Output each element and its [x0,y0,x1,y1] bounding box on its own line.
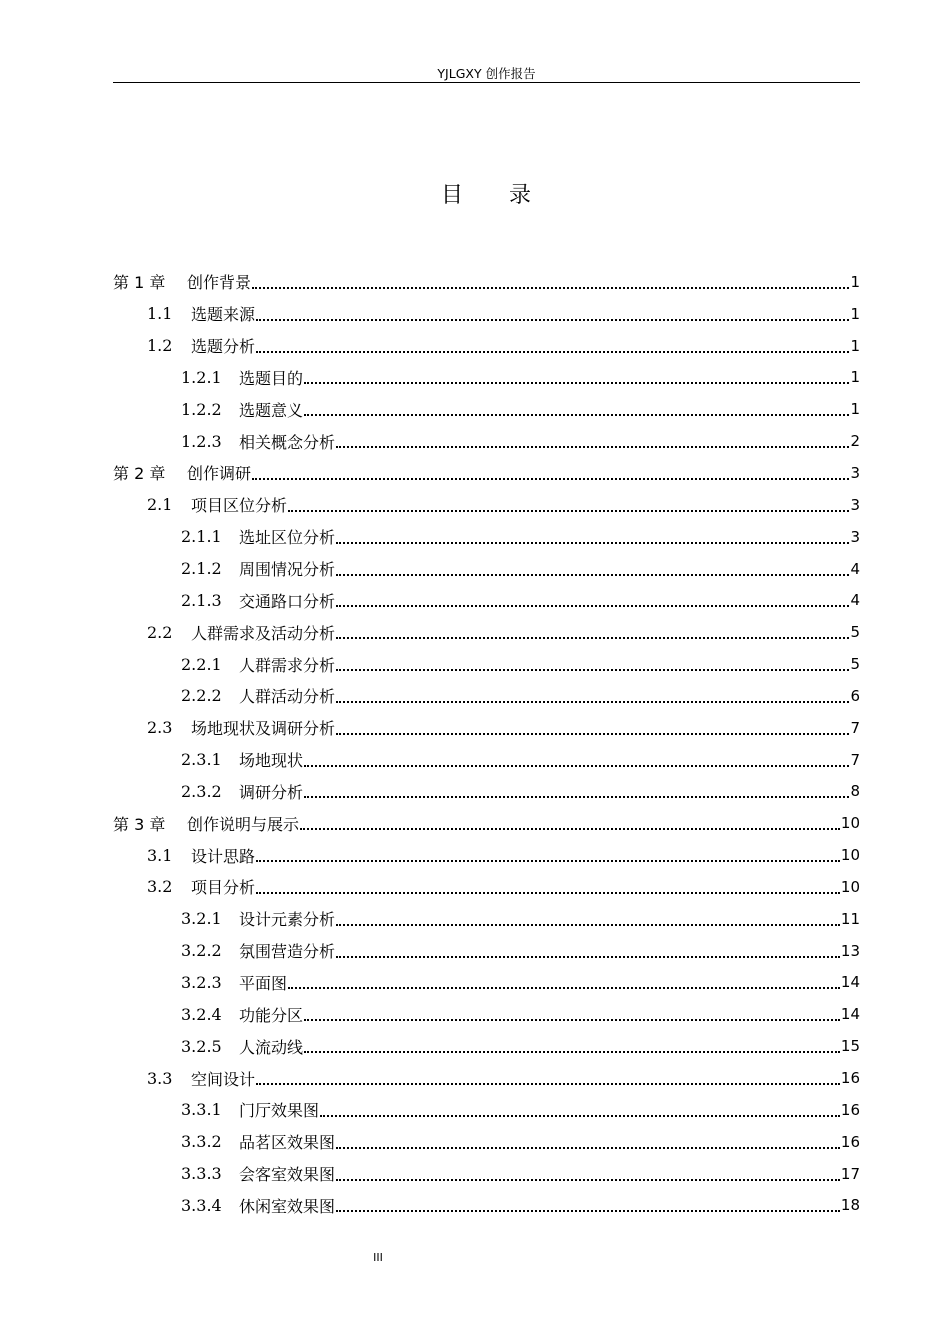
toc-entry[interactable] [113,712,860,744]
toc-entry-number: 2.1.3 [181,590,222,610]
toc-entry-number: 3.2 [147,877,173,897]
toc-entry-page: 18 [840,1196,860,1215]
toc-entry[interactable] [113,648,860,680]
toc-leader-dots [336,956,840,958]
toc-leader-dots [336,1210,840,1212]
toc-leader-dots [256,351,849,353]
toc-entry-page: 8 [850,782,860,801]
toc-entry-title: 空间设计 [191,1069,256,1089]
toc-entry-title: 场地现状 [239,751,304,771]
toc-entry-page: 1 [850,368,860,387]
toc-entry[interactable] [113,871,860,903]
toc-entry-number: 3.2.2 [181,941,222,961]
toc-entry-number: 2.3.2 [181,781,222,801]
toc-leader-dots [252,287,849,289]
toc-entry-number: 1.2 [147,336,173,356]
header-rule [113,82,860,83]
toc-entry-number: 2.2.2 [181,686,222,706]
toc-entry-page: 11 [840,909,860,928]
toc-leader-dots [252,478,849,480]
toc-entry-page: 4 [850,559,860,578]
toc-title [0,178,950,209]
toc-entry[interactable] [113,680,860,712]
toc-leader-dots [256,1083,840,1085]
toc-entry-page: 1 [850,272,860,291]
toc-entry-title: 人群需求分析 [239,655,336,675]
toc-entry-number: 1.1 [147,304,173,324]
page-header: YJLGXY 创作报告 [437,66,536,81]
toc-entry[interactable] [113,457,860,489]
toc-entry-number: 3.1 [147,845,173,865]
toc-entry-number: 3.2.4 [181,1004,222,1024]
toc-entry-number: 2.1.1 [181,527,222,547]
toc-entry-title: 品茗区效果图 [239,1133,336,1153]
toc-entry[interactable] [113,553,860,585]
toc-entry-page: 4 [850,591,860,610]
toc-entry-title: 调研分析 [239,782,304,802]
toc-entry-number: 2.3.1 [181,750,222,770]
page-number: III [373,1251,383,1264]
toc-entry-number: 3.3.2 [181,1132,222,1152]
toc-entry-title: 人流动线 [239,1037,304,1057]
toc-entry-title: 氛围营造分析 [239,942,336,962]
toc-leader-dots [304,1019,840,1021]
toc-leader-dots [336,701,849,703]
toc-leader-dots [336,605,849,607]
toc-leader-dots [336,1179,840,1181]
toc-entry-title: 选题意义 [239,400,304,420]
toc-leader-dots [336,574,849,576]
toc-entry[interactable] [113,998,860,1030]
toc-entry-number: 3.2.3 [181,972,222,992]
toc-entry-number: 1.2.3 [181,431,222,451]
toc-leader-dots [256,892,840,894]
toc-entry-title: 选址区位分析 [239,528,336,548]
toc-entry[interactable] [113,1094,860,1126]
toc-entry[interactable] [113,425,860,457]
toc-entry-title: 创作调研 [187,464,252,484]
toc-entry[interactable] [113,1158,860,1190]
toc-entry-page: 10 [840,846,860,865]
toc-entry-number: 第 2 章 [113,464,166,484]
toc-entry[interactable] [113,1189,860,1221]
toc-entry-title: 会客室效果图 [239,1165,336,1185]
toc-entry-title: 设计思路 [191,846,256,866]
toc-leader-dots [336,637,849,639]
toc-entry-title: 相关概念分析 [239,432,336,452]
toc-entry-title: 交通路口分析 [239,591,336,611]
toc-entry-title: 创作背景 [187,273,252,293]
toc-leader-dots [336,924,840,926]
toc-entry[interactable] [113,584,860,616]
toc-entry-title: 休闲室效果图 [239,1196,336,1216]
toc-entry-number: 2.3 [147,718,173,738]
toc-entry[interactable] [113,903,860,935]
toc-leader-dots [336,669,849,671]
toc-leader-dots [336,1147,840,1149]
toc-entry[interactable] [113,1030,860,1062]
toc-title-second: 录 [509,183,532,208]
toc-entry-page: 5 [850,623,860,642]
toc-entry-number: 2.2.1 [181,654,222,674]
toc-entry-page: 6 [850,686,860,705]
toc-entry-page: 5 [850,655,860,674]
toc-entry-page: 7 [850,718,860,737]
toc-entry-number: 3.3 [147,1068,173,1088]
toc-entry[interactable] [113,521,860,553]
toc-entry-number: 3.3.4 [181,1195,222,1215]
toc-title-first: 目 [440,183,463,208]
toc-leader-dots [256,319,849,321]
toc-entry-number: 2.1 [147,495,173,515]
toc-entry-title: 功能分区 [239,1005,304,1025]
toc-entry-page: 1 [850,400,860,419]
toc-entry-number: 3.2.5 [181,1036,222,1056]
toc-entry-title: 选题分析 [191,337,256,357]
toc-entry[interactable] [113,807,860,839]
toc-entry[interactable] [113,967,860,999]
toc-entry-title: 门厅效果图 [239,1101,320,1121]
toc-entry-number: 2.2 [147,622,173,642]
toc-entry-page: 14 [840,973,860,992]
toc-leader-dots [288,510,849,512]
toc-leader-dots [300,828,840,830]
toc-entry-number: 3.3.3 [181,1164,222,1184]
toc-entry-page: 3 [850,527,860,546]
toc-entry-number: 第 1 章 [113,273,166,293]
toc-entry-title: 选题来源 [191,305,256,325]
toc-entry-page: 10 [840,877,860,896]
toc-leader-dots [304,765,849,767]
toc-entry-page: 7 [850,750,860,769]
toc-entry-page: 1 [850,336,860,355]
toc-entry[interactable] [113,1062,860,1094]
toc-entry-number: 2.1.2 [181,559,222,579]
toc-entry[interactable] [113,935,860,967]
toc-entry-page: 15 [840,1037,860,1056]
toc-entry-number: 3.3.1 [181,1100,222,1120]
toc-entry-title: 平面图 [239,973,288,993]
toc-entry[interactable] [113,839,860,871]
toc-entry-title: 场地现状及调研分析 [191,719,336,739]
toc-entry-title: 周围情况分析 [239,560,336,580]
toc-entry-title: 人群活动分析 [239,687,336,707]
toc-entry-page: 17 [840,1164,860,1183]
toc-entry-page: 13 [840,941,860,960]
table-of-contents [113,266,860,1221]
toc-entry[interactable] [113,744,860,776]
toc-entry[interactable] [113,1126,860,1158]
toc-entry[interactable] [113,489,860,521]
toc-entry-title: 人群需求及活动分析 [191,623,336,643]
toc-entry[interactable] [113,616,860,648]
toc-entry-title: 设计元素分析 [239,910,336,930]
toc-entry-page: 1 [850,304,860,323]
toc-entry-page: 10 [840,814,860,833]
toc-entry[interactable] [113,298,860,330]
toc-leader-dots [336,733,849,735]
toc-entry-page: 2 [850,432,860,451]
toc-leader-dots [320,1115,840,1117]
toc-entry-title: 选题目的 [239,368,304,388]
toc-entry-title: 创作说明与展示 [187,814,300,834]
toc-entry-number: 第 3 章 [113,814,166,834]
toc-entry[interactable] [113,776,860,808]
toc-entry[interactable] [113,330,860,362]
toc-entry-page: 3 [850,495,860,514]
toc-leader-dots [304,1051,840,1053]
toc-leader-dots [336,542,849,544]
toc-entry[interactable] [113,362,860,394]
toc-entry-number: 3.2.1 [181,909,222,929]
toc-leader-dots [288,987,840,989]
toc-entry-page: 3 [850,463,860,482]
toc-leader-dots [304,414,849,416]
toc-entry-page: 14 [840,1005,860,1024]
toc-entry-number: 1.2.2 [181,399,222,419]
toc-entry-title: 项目分析 [191,878,256,898]
toc-leader-dots [256,860,840,862]
toc-leader-dots [304,382,849,384]
toc-leader-dots [304,796,849,798]
toc-entry-title: 项目区位分析 [191,496,288,516]
toc-entry-page: 16 [840,1069,860,1088]
toc-leader-dots [336,446,849,448]
toc-entry-number: 1.2.1 [181,367,222,387]
toc-entry-page: 16 [840,1132,860,1151]
toc-entry[interactable] [113,393,860,425]
toc-entry[interactable] [113,266,860,298]
toc-entry-page: 16 [840,1100,860,1119]
